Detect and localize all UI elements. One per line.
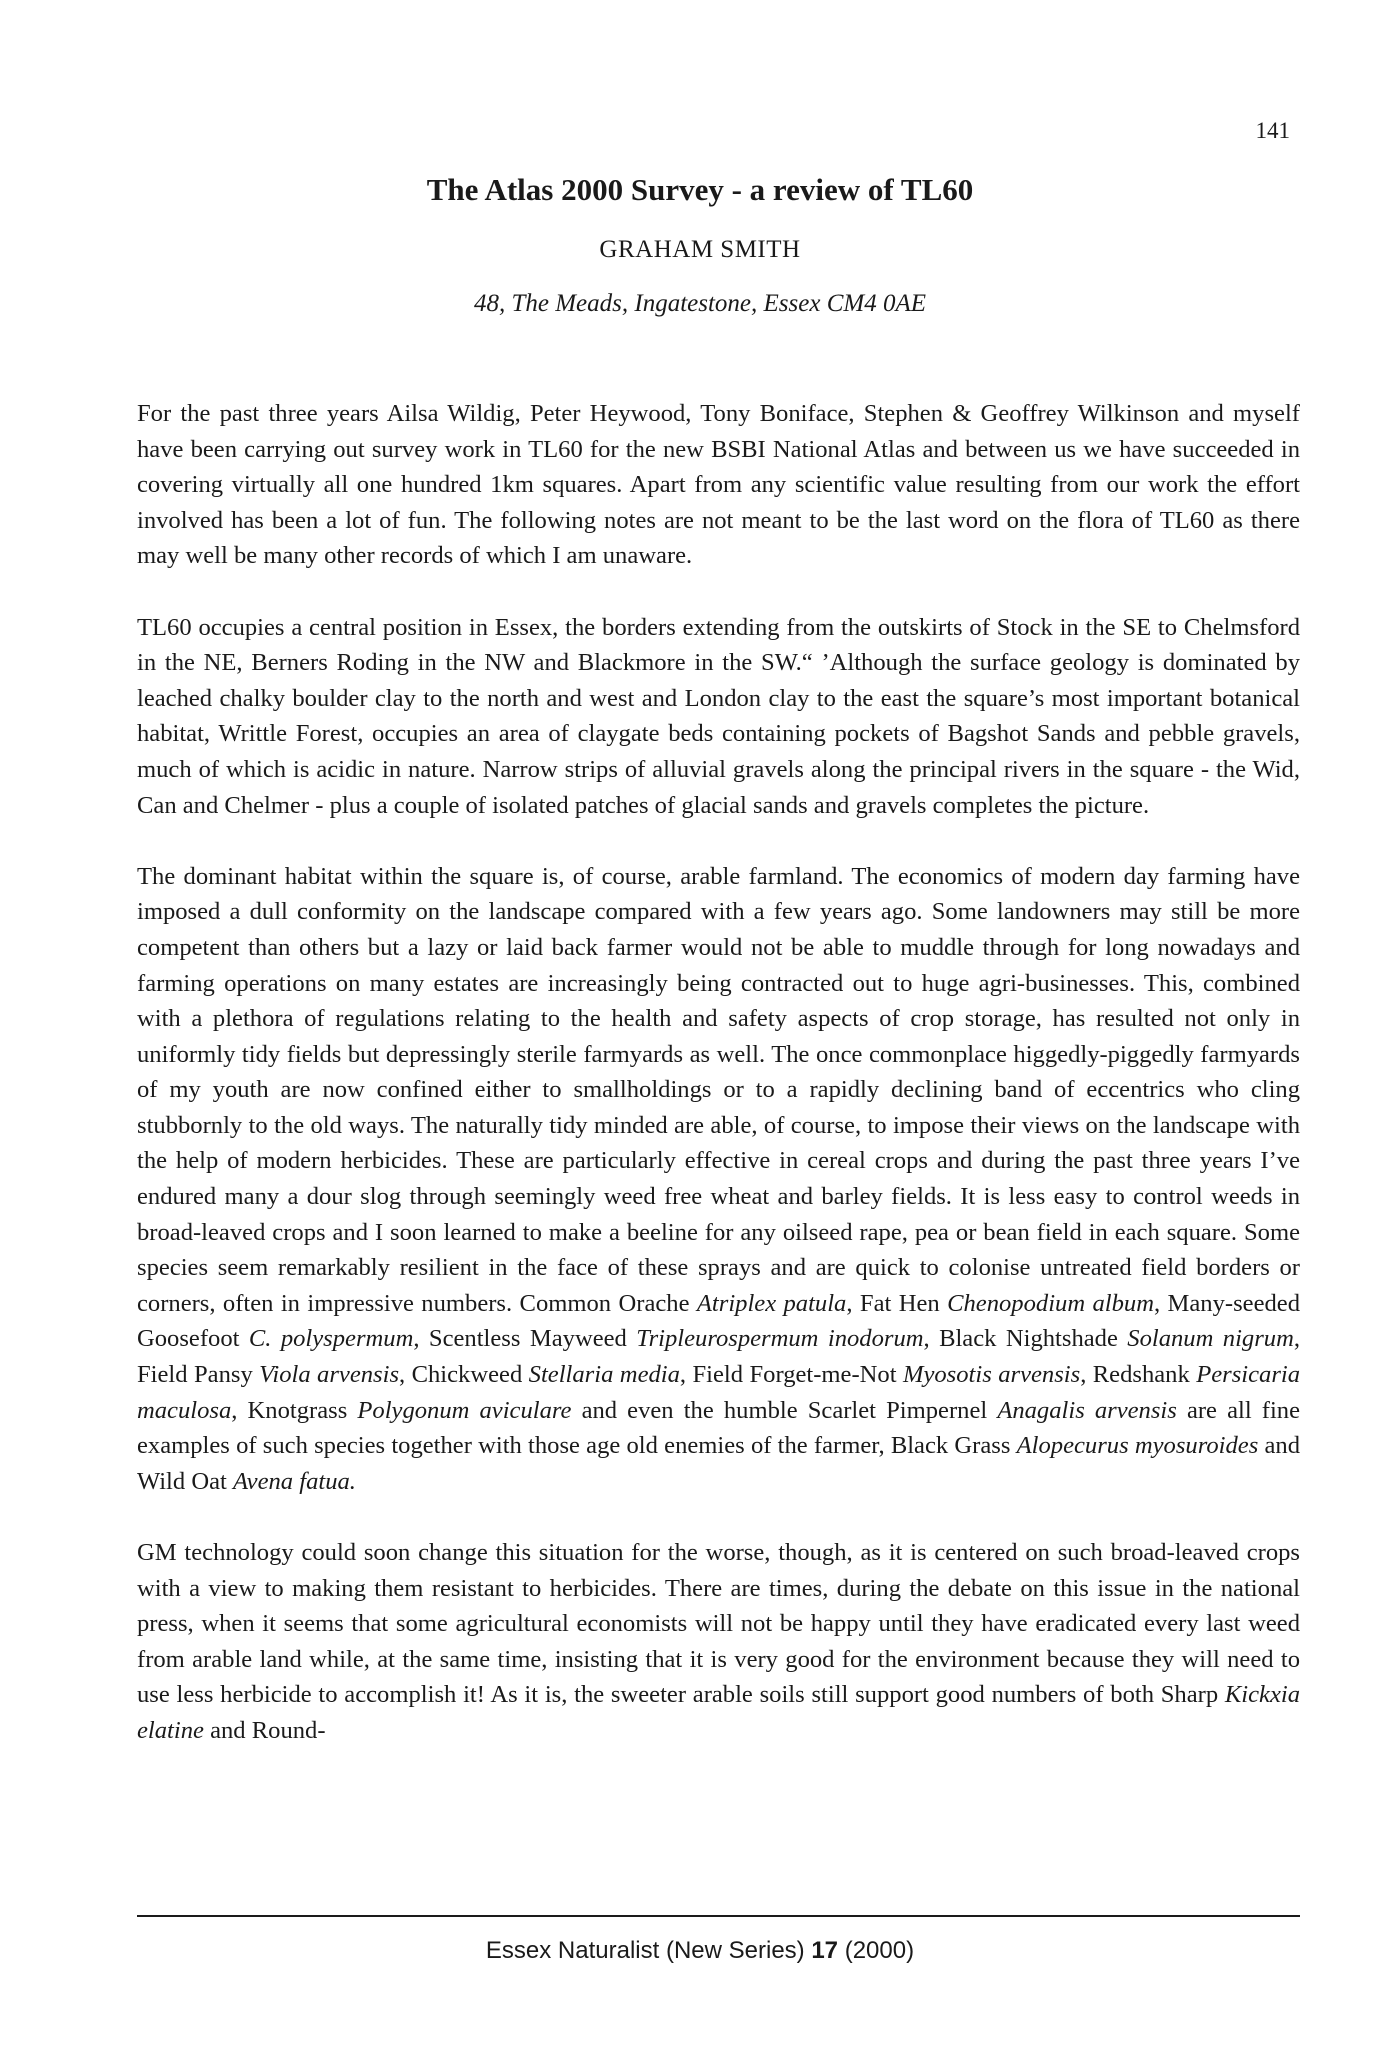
author-name: GRAHAM SMITH xyxy=(599,236,801,263)
text-run: and even the humble Scarlet Pimpernel xyxy=(571,1396,998,1424)
footer-year: (2000) xyxy=(838,1937,915,1964)
species-name: Polygonum aviculare xyxy=(357,1396,572,1424)
species-name: Kickxia elatine xyxy=(137,1681,1300,1744)
species-name: Chenopodium album xyxy=(947,1289,1154,1317)
text-run: , Black Nightshade xyxy=(923,1325,1128,1353)
text-run: and Wild Oat xyxy=(137,1432,1301,1495)
species-name: Anagalis arvensis xyxy=(997,1396,1177,1424)
paragraph-2: TL60 occupies a central position in Essex, the borders extending from the outskirts of Stock in the SE to Chelmsford in the NE, Berners Roding in the NW and Blackmore in the SW.“ ’Although the surface geology is dominated by leached chalky boulder clay to the north and west and London clay to the east the square’s most important botanical habitat, Writtle Forest, occupies an area of claygate beds containing pockets of Bagshot Sands and pebble gravels, much of which is acidic in nature. Narrow strips of alluvial gravels along the principal rivers in the square - the Wid, Can and Chelmer - plus a couple of isolated patches of glacial sands and gravels completes the picture. xyxy=(137,613,1300,819)
article-title: The Atlas 2000 Survey - a review of TL60 xyxy=(426,172,974,207)
footer-journal: Essex Naturalist (New Series) xyxy=(485,1937,812,1964)
footer-rule xyxy=(137,1915,1300,1917)
text-run: , Redshank xyxy=(1080,1361,1197,1389)
paragraph-3 xyxy=(137,859,1300,1500)
author-address: 48, The Meads, Ingatestone, Essex CM4 0AE xyxy=(473,290,926,317)
text-run: , Fat Hen xyxy=(846,1289,948,1317)
species-name: Persicaria maculosa xyxy=(137,1361,1301,1424)
text-run: , Field Forget-me-Not xyxy=(679,1361,903,1389)
species-name: Avena fatua. xyxy=(233,1467,356,1495)
species-name: Solanum nigrum xyxy=(1127,1325,1294,1353)
text-run: , Scentless Mayweed xyxy=(413,1325,637,1353)
species-name: Alopecurus myosuroides xyxy=(1016,1432,1259,1460)
species-name: Viola arvensis xyxy=(259,1361,400,1389)
species-name: Stellaria media xyxy=(528,1361,680,1389)
species-name: Myosotis arvensis xyxy=(902,1361,1081,1389)
article-body xyxy=(137,396,1300,1784)
text-run: , Chickweed xyxy=(399,1361,529,1389)
text-run: and Round- xyxy=(203,1716,326,1744)
text-run: are all fine examples of such species together with those age old enemies of the farmer, Black Grass xyxy=(137,1396,1300,1460)
paragraph-4 xyxy=(137,1535,1300,1749)
species-name: Tripleurospermum inodorum xyxy=(636,1325,924,1353)
species-name: C. polyspermum xyxy=(248,1325,414,1353)
species-name: Atriplex patula xyxy=(696,1289,847,1317)
text-run: The dominant habitat within the square is, of course, arable farmland. The economics of modern day farming have imposed a dull conformity on the landscape compared with a few years ago. Some landowners may still be more competent than others but a lazy or laid back farmer would not be able to muddle through for long nowadays and farming operations on many estates are increasingly being contracted out to huge agri-businesses. This, combined with a plethora of regulations relating to the health and safety aspects of crop storage, has resulted not only in uniformly tidy fields but depressingly sterile farmyards as well. The once commonplace higgedly-piggedly farmyards of my youth are now confined either to smallholdings or to a rapidly declining band of eccentrics who cling stubbornly to the old ways. The naturally tidy minded are able, of course, to impose their views on the landscape with the help of modern herbicides. These are particularly effective in cereal crops and during the past three years I’ve endured many a dour slog through seemingly weed free wheat and barley fields. It is less easy to control weeds in broad-leaved crops and I soon learned to make a beeline for any oilseed rape, pea or bean field in each square. Some species seem remarkably resilient in the face of these sprays and are quick to colonise untreated field borders or corners, often in impressive numbers. Common Orache xyxy=(137,862,1300,1317)
text-run: , Field Pansy xyxy=(137,1325,1300,1389)
text-run: , Many-seeded Goosefoot xyxy=(137,1289,1300,1353)
page-number: 141 xyxy=(1255,118,1290,143)
paragraph-1: For the past three years Ailsa Wildig, Peter Heywood, Tony Boniface, Stephen & Geoffrey Wilkinson and myself have been carrying out survey work in TL60 for the new BSBI National Atlas and between us we have succeeded in covering virtually all one hundred 1km squares. Apart from any scientific value resulting from our work the effort involved has been a lot of fun. The following notes are not meant to be the last word on the flora of TL60 as there may well be many other records of which I am unaware. xyxy=(137,400,1300,570)
footer-citation xyxy=(0,1937,1400,1965)
footer-volume: 17 xyxy=(811,1937,839,1964)
text-run: , Knotgrass xyxy=(231,1396,358,1424)
text-run: GM technology could soon change this situation for the worse, though, as it is centered on such broad-leaved crops with a view to making them resistant to herbicides. There are times, during the debate on this issue in the national press, when it seems that some agricultural economists will not be happy until they have eradicated every last weed from arable land while, at the same time, insisting that it is very good for the environment because they will need to use less herbicide to accomplish it! As it is, the sweeter arable soils still support good numbers of both Sharp xyxy=(137,1539,1300,1709)
